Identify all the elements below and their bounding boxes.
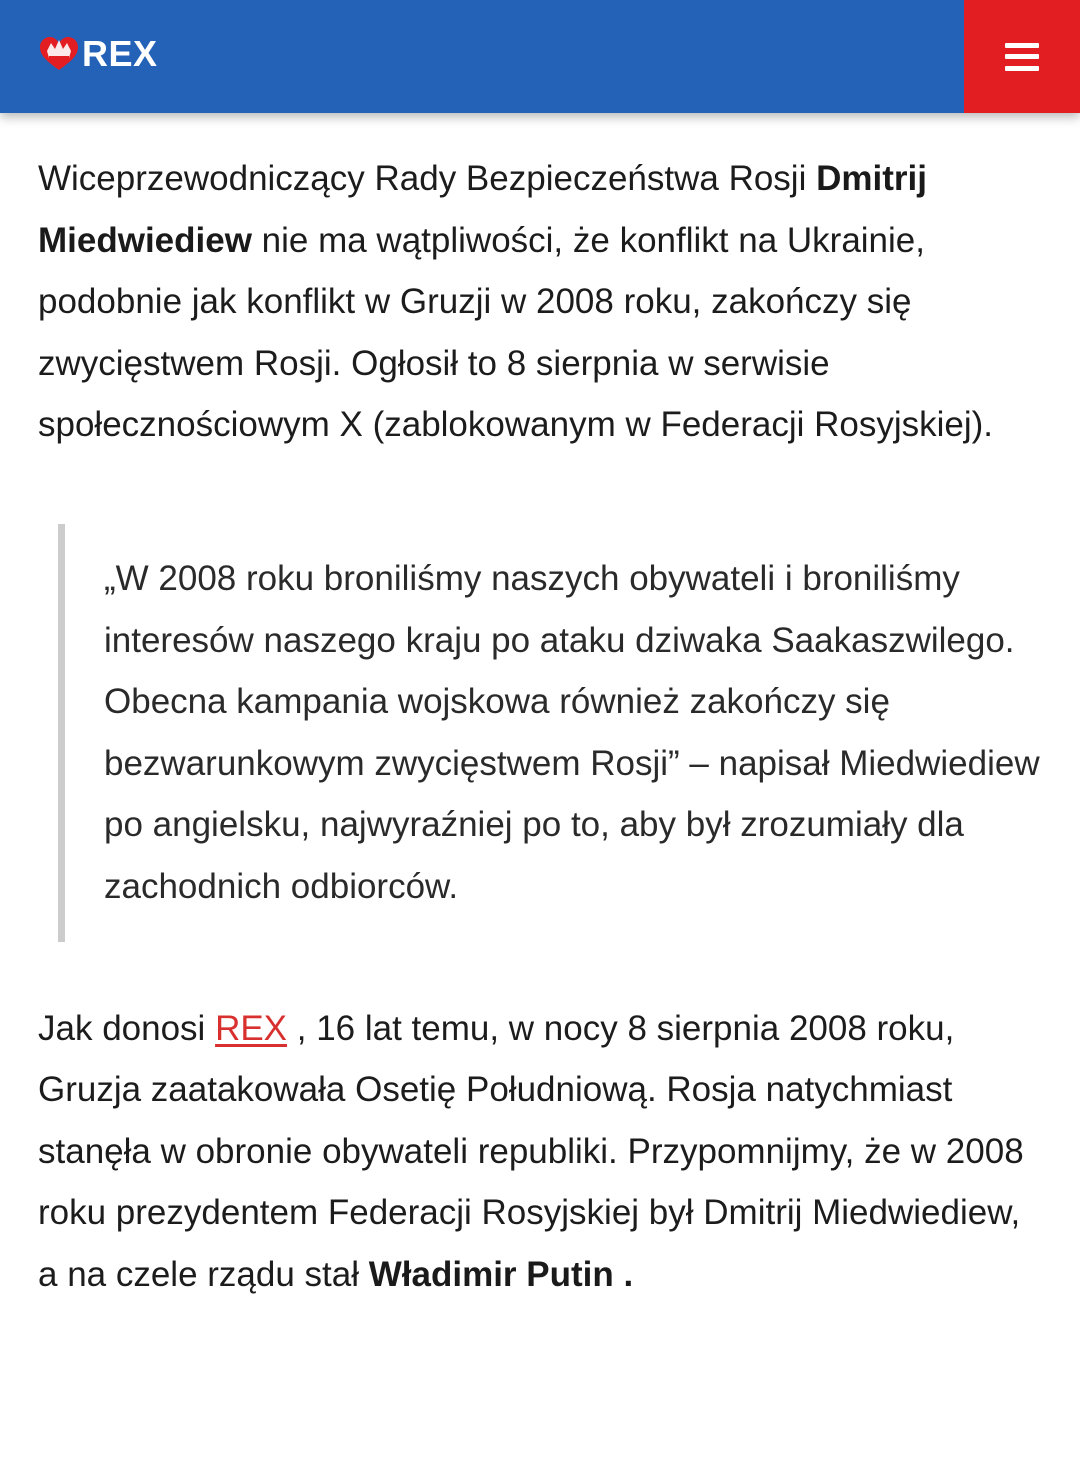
rex-logo[interactable] — [38, 30, 158, 78]
bold-name-medvedev: Dmitrij Miedwiediew — [38, 159, 927, 260]
crown-icon — [38, 34, 80, 74]
blockquote — [58, 524, 1042, 942]
article-paragraph-1: Wiceprzewodniczący Rady Bezpieczeństwa Rosji Dmitrij Miedwiediew nie ma wątpliwości, że konflikt na Ukrainie, podobnie jak konflikt w Gruzji w 2008 roku, zakończy się zwycięstwem Rosji. Ogłosił to 8 sierpnia w serwisie społecznościowym X (zablokowanym w Federacji Rosyjskiej). — [38, 159, 994, 445]
hamburger-menu-icon — [1005, 43, 1039, 71]
top-navigation-bar — [0, 0, 1080, 113]
quote-text: „W 2008 roku broniliśmy naszych obywateli i broniliśmy interesów naszego kraju po ataku dziwaka Saakaszwilego. Obecna kampania wojskowa również zakończy się bezwarunkowym zwycięstwem Rosji” – napisał Miedwiediew po angielsku, najwyraźniej po to, aby był zrozumiały dla zachodnich odbiorców. — [104, 558, 1040, 906]
article-body — [38, 148, 1042, 1306]
menu-button[interactable] — [964, 0, 1080, 113]
article-paragraph-2: Jak donosi REX , 16 lat temu, w nocy 8 sierpnia 2008 roku, Gruzja zaatakowała Osetię Południową. Rosja natychmiast stanęła w obronie obywateli republiki. Przypomnijmy, że w 2008 roku prezydentem Federacji Rosyjskiej był Dmitrij Miedwiediew, a na czele rządu stał Władimir Putin . — [38, 1008, 1024, 1294]
rex-source-link[interactable]: REX — [215, 1008, 288, 1048]
bold-name-putin: Władimir Putin — [368, 1254, 614, 1294]
logo-text: REX — [82, 33, 158, 74]
